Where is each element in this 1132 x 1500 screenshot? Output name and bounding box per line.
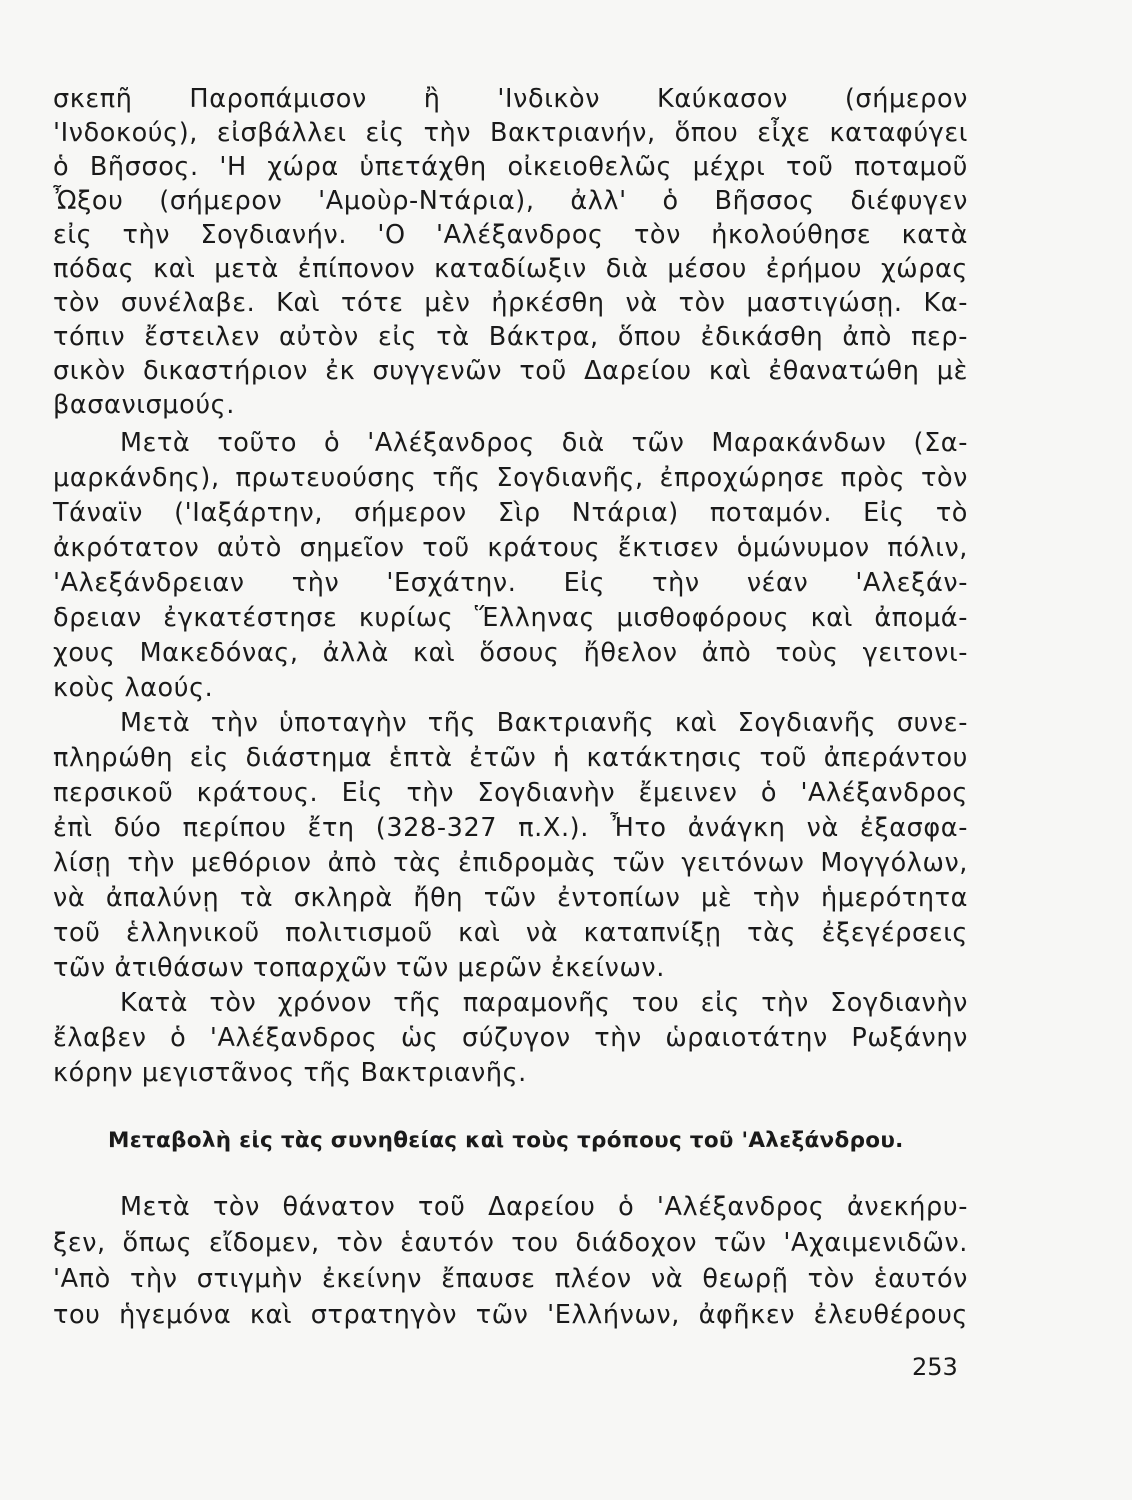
text-line: του ἡγεμόνα καὶ στρατηγὸν τῶν 'Ελλήνων, ἀφῆκεν ἐλευθέρους	[53, 1300, 968, 1330]
section-heading: Μεταβολὴ εἰς τὰς συνηθείας καὶ τοὺς τρόπους τοῦ 'Αλεξάνδρου.	[108, 1128, 904, 1153]
text-line: 'Ινδοκούς), εἰσβάλλει εἰς τὴν Βακτριανήν, ὅπου εἶχε καταφύγει	[53, 118, 968, 148]
text-line: δρειαν ἐγκατέστησε κυρίως Ἕλληνας μισθοφόρους καὶ ἀπομά-	[53, 603, 968, 633]
text-line: πόδας καὶ μετὰ ἐπίπονον καταδίωξιν διὰ μέσου ἐρήμου χώρας	[53, 254, 968, 284]
text-line: τοῦ ἑλληνικοῦ πολιτισμοῦ καὶ νὰ καταπνίξῃ τὰς ἐξεγέρσεις	[53, 918, 968, 948]
text-line: περσικοῦ κράτους. Εἰς τὴν Σογδιανὴν ἔμεινεν ὁ 'Αλέξανδρος	[53, 778, 968, 808]
text-line: τόπιν ἔστειλεν αὐτὸν εἰς τὰ Βάκτρα, ὅπου ἐδικάσθη ἀπὸ περ-	[53, 322, 968, 352]
text-line: 'Αλεξάνδρειαν τὴν 'Εσχάτην. Εἰς τὴν νέαν 'Αλεξάν-	[53, 568, 968, 598]
text-line: ἐπὶ δύο περίπου ἔτη (328-327 π.Χ.). Ἦτο ἀνάγκη νὰ ἐξασφα-	[53, 813, 968, 843]
text-line: ξεν, ὅπως εἴδομεν, τὸν ἑαυτόν του διάδοχον τῶν 'Αχαιμενιδῶν.	[53, 1228, 968, 1258]
text-line: βασανισμούς.	[53, 390, 235, 420]
text-line: τῶν ἀτιθάσων τοπαρχῶν τῶν μερῶν ἐκείνων.	[53, 953, 665, 983]
text-line: κοὺς λαούς.	[53, 673, 214, 703]
text-line: ἀκρότατον αὐτὸ σημεῖον τοῦ κράτους ἔκτισεν ὁμώνυμον πόλιν,	[53, 533, 968, 563]
text-line: Ὦξου (σήμερον 'Αμοὺρ-Ντάρια), ἀλλ' ὁ Βῆσσος διέφυγεν	[53, 186, 968, 216]
text-line: νὰ ἀπαλύνῃ τὰ σκληρὰ ἤθη τῶν ἐντοπίων μὲ τὴν ἡμερότητα	[53, 883, 968, 913]
text-line: σικὸν δικαστήριον ἐκ συγγενῶν τοῦ Δαρείου καὶ ἐθανατώθη μὲ	[53, 356, 968, 386]
text-line: Μετὰ τὸν θάνατον τοῦ Δαρείου ὁ 'Αλέξανδρος ἀνεκήρυ-	[120, 1192, 968, 1222]
text-line: Τάναϊν ('Ιαξάρτην, σήμερον Σὶρ Ντάρια) ποταμόν. Εἰς τὸ	[53, 498, 968, 528]
page-number: 253	[912, 1353, 958, 1381]
text-line: Μετὰ τὴν ὑποταγὴν τῆς Βακτριανῆς καὶ Σογδιανῆς συνε-	[120, 708, 968, 738]
text-line: ὁ Βῆσσος. 'Η χώρα ὑπετάχθη οἰκειοθελῶς μέχρι τοῦ ποταμοῦ	[53, 152, 968, 182]
text-line: ἔλαβεν ὁ 'Αλέξανδρος ὡς σύζυγον τὴν ὡραιοτάτην Ρωξάνην	[53, 1023, 968, 1053]
text-line: 'Απὸ τὴν στιγμὴν ἐκείνην ἔπαυσε πλέον νὰ θεωρῇ τὸν ἑαυτόν	[53, 1264, 968, 1294]
text-line: τὸν συνέλαβε. Καὶ τότε μὲν ἠρκέσθη νὰ τὸν μαστιγώσῃ. Κα-	[53, 288, 968, 318]
text-line: μαρκάνδης), πρωτευούσης τῆς Σογδιανῆς, ἐπροχώρησε πρὸς τὸν	[53, 463, 968, 493]
text-line: λίσῃ τὴν μεθόριον ἀπὸ τὰς ἐπιδρομὰς τῶν γειτόνων Μογγόλων,	[53, 848, 968, 878]
text-line: σκεπῆ Παροπάμισον ἢ 'Ινδικὸν Καύκασον (σήμερον	[53, 84, 968, 114]
text-line: Κατὰ τὸν χρόνον τῆς παραμονῆς του εἰς τὴν Σογδιανὴν	[120, 988, 968, 1018]
text-line: κόρην μεγιστᾶνος τῆς Βακτριανῆς.	[53, 1058, 527, 1088]
text-line: Μετὰ τοῦτο ὁ 'Αλέξανδρος διὰ τῶν Μαρακάνδων (Σα-	[120, 428, 968, 458]
text-line: εἰς τὴν Σογδιανήν. 'Ο 'Αλέξανδρος τὸν ἠκολούθησε κατὰ	[53, 220, 968, 250]
text-line: χους Μακεδόνας, ἀλλὰ καὶ ὅσους ἤθελον ἀπὸ τοὺς γειτονι-	[53, 638, 968, 668]
text-line: πληρώθη εἰς διάστημα ἑπτὰ ἐτῶν ἡ κατάκτησις τοῦ ἀπεράντου	[53, 743, 968, 773]
